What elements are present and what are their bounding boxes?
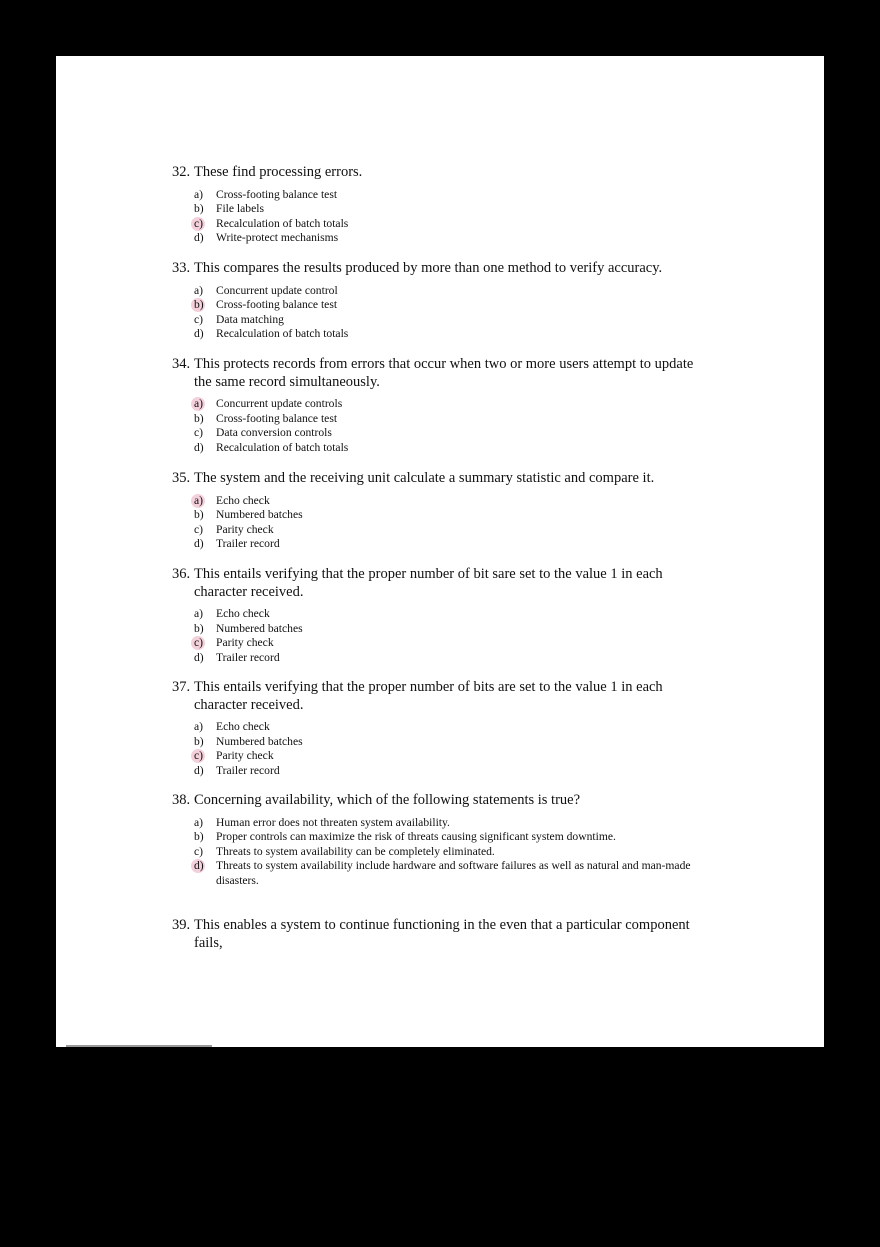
- option-text: Numbered batches: [216, 508, 303, 522]
- option-text: Data matching: [216, 312, 284, 326]
- question-number: 37.: [172, 679, 191, 695]
- option-letter: b): [194, 734, 204, 748]
- question-stem: [172, 792, 717, 810]
- option-c: [194, 845, 717, 860]
- options-list: [172, 284, 732, 342]
- question-number: 34.: [172, 356, 191, 372]
- question-number: 38.: [172, 792, 191, 808]
- option-text: Data conversion controls: [216, 426, 332, 440]
- option-letter: b): [194, 508, 204, 522]
- option-a: [194, 607, 692, 622]
- answer-mark: a): [194, 397, 204, 410]
- option-b: [194, 508, 732, 523]
- option-letter: d): [194, 231, 204, 245]
- option-letter: b): [194, 830, 204, 844]
- option-c: [194, 636, 692, 651]
- option-text: Echo check: [216, 720, 270, 733]
- question-text: This entails verifying that the proper number of bits are set to the value 1 in each character received.: [194, 679, 663, 713]
- question-text: This protects records from errors that occur when two or more users attempt to update the same record simultaneously.: [194, 356, 694, 390]
- option-b: [194, 298, 732, 313]
- option-c: [194, 313, 732, 328]
- option-text: Recalculation of batch totals: [216, 216, 349, 230]
- option-letter: c): [194, 426, 204, 440]
- option-text: Concurrent update control: [216, 283, 338, 297]
- options-list: [172, 607, 692, 665]
- question-37: [172, 679, 692, 778]
- question-number: 32.: [172, 164, 191, 180]
- answer-mark: c): [194, 636, 204, 650]
- question-text: The system and the receiving unit calculate a summary statistic and compare it.: [194, 470, 655, 486]
- option-letter: c): [194, 522, 204, 536]
- question-stem: [172, 356, 712, 391]
- answer-mark: d): [194, 859, 204, 873]
- option-text: Write-protect mechanisms: [216, 231, 339, 245]
- option-letter: d): [194, 440, 204, 454]
- question-38: [172, 792, 717, 888]
- options-list: [172, 816, 717, 889]
- option-c: [194, 426, 712, 441]
- option-text: Proper controls can maximize the risk of threats causing significant system downtime.: [216, 830, 616, 844]
- question-number: 35.: [172, 470, 191, 486]
- option-text: Trailer record: [216, 650, 280, 664]
- option-letter: a): [194, 187, 204, 201]
- question-36: [172, 566, 692, 665]
- option-a: [194, 720, 692, 735]
- option-a: [194, 494, 732, 509]
- option-b: [194, 622, 692, 637]
- question-number: 36.: [172, 566, 191, 582]
- option-text: Recalculation of batch totals: [216, 440, 349, 454]
- options-list: [172, 397, 712, 455]
- question-39: [172, 917, 702, 952]
- options-list: [172, 494, 732, 552]
- question-stem: [172, 917, 702, 952]
- option-b: [194, 202, 712, 217]
- question-text: This compares the results produced by more than one method to verify accuracy.: [194, 260, 663, 276]
- option-letter: a): [194, 607, 204, 620]
- question-text: This enables a system to continue functioning in the even that a particular component fails,: [194, 917, 690, 951]
- option-text: Cross-footing balance test: [216, 411, 338, 425]
- option-b: [194, 830, 717, 845]
- option-text: File labels: [216, 202, 264, 216]
- options-list: [172, 720, 692, 778]
- option-text: Parity check: [216, 522, 274, 536]
- option-a: [194, 188, 712, 203]
- question-text: This entails verifying that the proper number of bit sare set to the value 1 in each character received.: [194, 566, 663, 600]
- option-letter: d): [194, 650, 204, 664]
- option-letter: b): [194, 621, 204, 635]
- question-stem: [172, 260, 732, 278]
- question-32: [172, 164, 712, 246]
- option-letter: a): [194, 283, 204, 297]
- option-text: Human error does not threaten system availability.: [216, 815, 450, 829]
- option-letter: d): [194, 537, 204, 551]
- question-stem: [172, 679, 692, 714]
- option-a: [194, 816, 717, 831]
- footnote-separator: [66, 1045, 212, 1047]
- question-stem: [172, 164, 712, 182]
- option-text: Echo check: [216, 493, 270, 507]
- answer-mark: c): [194, 216, 204, 230]
- question-number: 33.: [172, 260, 191, 276]
- option-text: Threats to system availability include hardware and software failures as well as natural and man-made disasters.: [216, 859, 691, 887]
- option-a: [194, 284, 732, 299]
- option-d: [194, 537, 732, 552]
- option-d: [194, 764, 692, 779]
- question-stem: [172, 470, 732, 488]
- document-page: [56, 56, 824, 1047]
- option-text: Threats to system availability can be completely eliminated.: [216, 844, 495, 858]
- option-c: [194, 523, 732, 538]
- option-d: [194, 327, 732, 342]
- question-number: 39.: [172, 917, 191, 933]
- option-text: Parity check: [216, 749, 274, 763]
- options-list: [172, 188, 712, 246]
- option-text: Trailer record: [216, 763, 280, 777]
- answer-mark: a): [194, 493, 204, 507]
- option-text: Trailer record: [216, 537, 280, 551]
- option-text: Recalculation of batch totals: [216, 327, 349, 341]
- option-letter: b): [194, 202, 204, 216]
- option-text: Concurrent update controls: [216, 397, 343, 410]
- option-c: [194, 217, 712, 232]
- option-text: Numbered batches: [216, 621, 303, 635]
- option-letter: a): [194, 720, 204, 733]
- option-c: [194, 749, 692, 764]
- question-text: These find processing errors.: [194, 164, 363, 180]
- option-text: Cross-footing balance test: [216, 298, 338, 312]
- option-letter: d): [194, 763, 204, 777]
- option-letter: c): [194, 844, 204, 858]
- option-text: Cross-footing balance test: [216, 187, 338, 201]
- question-stem: [172, 566, 692, 601]
- option-letter: d): [194, 327, 204, 341]
- option-d: [194, 441, 712, 456]
- answer-mark: c): [194, 749, 204, 763]
- option-text: Numbered batches: [216, 734, 303, 748]
- option-d: [194, 231, 712, 246]
- option-letter: c): [194, 312, 204, 326]
- question-35: [172, 470, 732, 552]
- option-letter: a): [194, 815, 204, 829]
- option-text: Echo check: [216, 607, 270, 620]
- question-33: [172, 260, 732, 342]
- option-d: [194, 651, 692, 666]
- option-a: [194, 397, 712, 412]
- option-text: Parity check: [216, 636, 274, 650]
- question-text: Concerning availability, which of the following statements is true?: [194, 792, 581, 808]
- option-b: [194, 735, 692, 750]
- option-d: [194, 859, 717, 888]
- option-letter: b): [194, 411, 204, 425]
- option-b: [194, 412, 712, 427]
- question-34: [172, 356, 712, 455]
- answer-mark: b): [194, 298, 204, 312]
